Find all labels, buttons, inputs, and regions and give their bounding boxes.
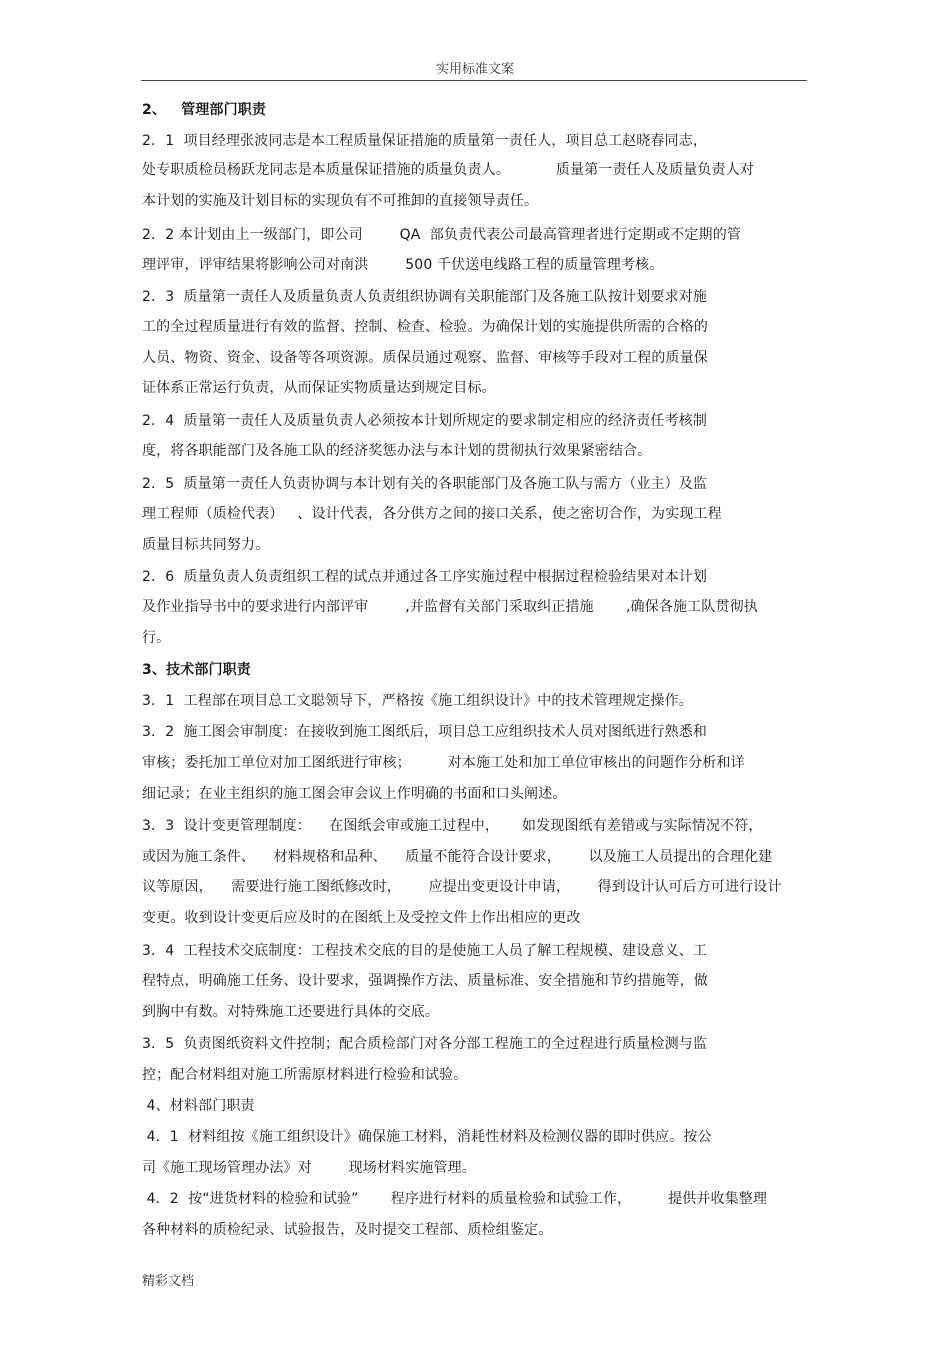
text-line: 3．3 设计变更管理制度： 在图纸会审或施工过程中， 如发现图纸有差错或与实际情况不符， [142,818,763,834]
text-line: 质量目标共同努力。 [142,537,270,553]
section-heading: 2、 管理部门职责 [142,102,267,118]
section-heading: 4、材料部门职责 [142,1098,255,1114]
page-footer: 精彩文档 [142,1274,195,1289]
text-line: 4．2 按“进货材料的检验和试验” 程序进行材料的质量检验和试验工作， 提供并收集整理 [142,1191,768,1207]
text-line: 3．2 施工图会审制度：在接收到施工图纸后，项目总工应组织技术人员对图纸进行熟悉和 [142,724,708,740]
text-line: 2．3 质量第一责任人及质量负责人负责组织协调有关职能部门及各施工队按计划要求对施 [142,289,708,305]
text-line: 人员、物资、资金、设备等各项资源。质保员通过观察、监督、审核等手段对工程的质量保 [142,350,708,366]
text-line: 或因为施工条件、 材料规格和品种、 质量不能符合设计要求， 以及施工人员提出的合理化建 [142,849,773,865]
text-line: 理评审，评审结果将影响公司对南洪 500 千伏送电线路工程的质量管理考核。 [142,257,664,273]
text-line: 工的全过程质量进行有效的监督、控制、检查、检验。为确保计划的实施提供所需的合格的 [142,319,708,335]
text-line: 行。 [142,630,171,646]
text-line: 2．4 质量第一责任人及质量负责人必须按本计划所规定的要求制定相应的经济责任考核制 [142,413,708,429]
text-line: 控；配合材料组对施工所需原材料进行检验和试验。 [142,1067,468,1083]
text-line: 3．4 工程技术交底制度：工程技术交底的目的是使施工人员了解工程规模、建设意义、工 [142,943,708,959]
text-line: 证体系正常运行负责，从而保证实物质量达到规定目标。 [142,380,496,396]
text-line: 各种材料的质检纪录、试验报告，及时提交工程部、质检组鉴定。 [142,1222,553,1238]
text-line: 程特点，明确施工任务、设计要求，强调操作方法、质量标准、安全措施和节约措施等，做 [142,973,708,989]
text-line: 4．1 材料组按《施工组织设计》确保施工材料，消耗性材料及检测仪器的即时供应。按公 [142,1129,712,1145]
text-line: 2．1 项目经理张波同志是本工程质量保证措施的质量第一责任人，项目总工赵晓春同志， [142,133,708,149]
text-line: 2．5 质量第一责任人负责协调与本计划有关的各职能部门及各施工队与需方（业主）及监 [142,476,708,492]
text-line: 审核；委托加工单位对加工图纸进行审核； 对本施工处和加工单位审核出的问题作分析和详 [142,755,745,771]
text-line: 议等原因， 需要进行施工图纸修改时， 应提出变更设计申请， 得到设计认可后方可进行设计 [142,879,782,895]
text-line: 处专职质检员杨跃龙同志是本质量保证措施的质量负责人。 质量第一责任人及质量负责人对 [142,162,754,178]
text-line: 2．6 质量负责人负责组织工程的试点并通过各工序实施过程中根据过程检验结果对本计划 [142,569,708,585]
text-line: 3．1 工程部在项目总工文聪领导下，严格按《施工组织设计》中的技术管理规定操作。 [142,693,693,709]
page-header-title: 实用标准文案 [435,62,514,77]
text-line: 司《施工现场管理办法》对 现场材料实施管理。 [142,1160,476,1176]
text-line: 2．2 本计划由上一级部门，即公司 QA 部负责代表公司最高管理者进行定期或不定期的管 [142,227,742,243]
text-line: 度，将各职能部门及各施工队的经济奖惩办法与本计划的贯彻执行效果紧密结合。 [142,443,652,459]
text-line: 理工程师（质检代表） 、设计代表，各分供方之间的接口关系，使之密切合作，为实现工程 [142,506,722,522]
text-line: 到胸中有数。对特殊施工还要进行具体的交底。 [142,1004,440,1020]
header-divider [141,80,807,81]
text-line: 3．5 负责图纸资料文件控制；配合质检部门对各分部工程施工的全过程进行质量检测与监 [142,1036,708,1052]
text-line: 细记录；在业主组织的施工图会审会议上作明确的书面和口头阐述。 [142,786,567,802]
section-heading: 3、技术部门职责 [142,662,251,678]
text-line: 变更。收到设计变更后应及时的在图纸上及受控文件上作出相应的更改 [142,910,581,926]
text-line: 及作业指导书中的要求进行内部评审 ,并监督有关部门采取纠正措施 ,确保各施工队贯彻执 [142,599,758,615]
text-line: 本计划的实施及计划目标的实现负有不可推卸的直接领导责任。 [142,193,539,209]
